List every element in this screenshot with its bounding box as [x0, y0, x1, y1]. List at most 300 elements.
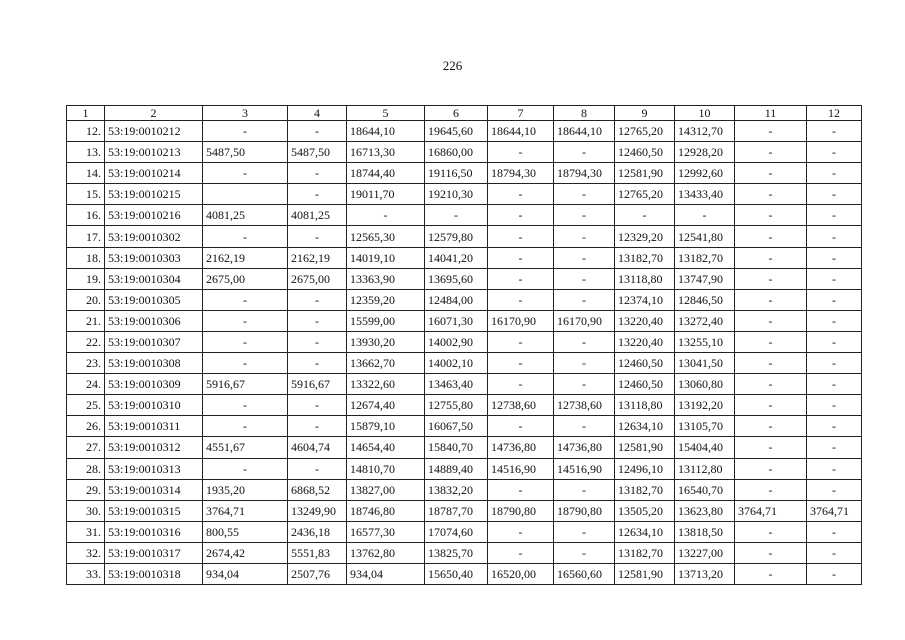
- table-cell: 13182,70: [615, 542, 675, 563]
- table-cell: 14019,10: [347, 247, 425, 268]
- table-row: [67, 563, 862, 584]
- table-cell: -: [807, 374, 862, 395]
- table-cell: 14810,70: [347, 458, 425, 479]
- table-cell: 14889,40: [425, 458, 488, 479]
- table-cell: -: [554, 479, 615, 500]
- table-cell: 53:19:0010314: [105, 479, 203, 500]
- table-cell: -: [807, 121, 862, 142]
- table-cell: 13182,70: [675, 247, 735, 268]
- table-cell: 16560,60: [554, 563, 615, 584]
- table-cell: -: [203, 289, 288, 310]
- table-cell: 15840,70: [425, 437, 488, 458]
- table-cell: 12634,10: [615, 521, 675, 542]
- table-cell: 53:19:0010309: [105, 374, 203, 395]
- table-cell: 18644,10: [554, 121, 615, 142]
- table-cell: 16071,30: [425, 310, 488, 331]
- table-cell: 53:19:0010312: [105, 437, 203, 458]
- table-cell: 4081,25: [288, 205, 347, 226]
- table-cell: -: [554, 226, 615, 247]
- table-cell: 18744,40: [347, 163, 425, 184]
- table-cell: 16860,00: [425, 142, 488, 163]
- table-cell: 3764,71: [807, 500, 862, 521]
- table-cell: -: [288, 310, 347, 331]
- table-cell: 53:19:0010308: [105, 353, 203, 374]
- table-cell: 934,04: [203, 563, 288, 584]
- table-cell: -: [735, 289, 807, 310]
- table-cell: 18790,80: [488, 500, 554, 521]
- column-header: 10: [675, 106, 735, 121]
- table-cell: 12846,50: [675, 289, 735, 310]
- table-cell: 2507,76: [288, 563, 347, 584]
- table-cell: 13695,60: [425, 268, 488, 289]
- table-cell: -: [203, 458, 288, 479]
- table-cell: 15.: [67, 184, 105, 205]
- table-cell: 13433,40: [675, 184, 735, 205]
- table-cell: 13182,70: [615, 247, 675, 268]
- table-cell: -: [347, 205, 425, 226]
- table-cell: -: [735, 121, 807, 142]
- table-cell: 13713,20: [675, 563, 735, 584]
- table-cell: -: [735, 184, 807, 205]
- table-cell: -: [735, 310, 807, 331]
- table-cell: 19645,60: [425, 121, 488, 142]
- table-cell: 12738,60: [554, 395, 615, 416]
- table-cell: -: [554, 374, 615, 395]
- column-header: 4: [288, 106, 347, 121]
- column-header: 5: [347, 106, 425, 121]
- table-cell: -: [735, 163, 807, 184]
- table-cell: 13623,80: [675, 500, 735, 521]
- table-cell: 53:19:0010306: [105, 310, 203, 331]
- table-cell: 2162,19: [288, 247, 347, 268]
- table-cell: 53:19:0010315: [105, 500, 203, 521]
- table-row: [67, 205, 862, 226]
- table-row: [67, 331, 862, 352]
- table-cell: -: [807, 163, 862, 184]
- table-cell: 53:19:0010310: [105, 395, 203, 416]
- table-cell: -: [554, 289, 615, 310]
- table-cell: -: [288, 331, 347, 352]
- table-cell: -: [488, 331, 554, 352]
- table-cell: 13118,80: [615, 395, 675, 416]
- table-cell: 3764,71: [735, 500, 807, 521]
- table-cell: 13832,20: [425, 479, 488, 500]
- table-cell: 12634,10: [615, 416, 675, 437]
- table-cell: 20.: [67, 289, 105, 310]
- table-cell: -: [554, 416, 615, 437]
- table-cell: 5487,50: [288, 142, 347, 163]
- table-cell: 29.: [67, 479, 105, 500]
- table-cell: 4604,74: [288, 437, 347, 458]
- table-cell: 14654,40: [347, 437, 425, 458]
- table-cell: 13662,70: [347, 353, 425, 374]
- table-cell: 13255,10: [675, 331, 735, 352]
- table-cell: 12460,50: [615, 353, 675, 374]
- table-cell: 18644,10: [347, 121, 425, 142]
- table-cell: 13060,80: [675, 374, 735, 395]
- table-cell: 2675,00: [288, 268, 347, 289]
- table-cell: 19.: [67, 268, 105, 289]
- table-row: [67, 310, 862, 331]
- table-cell: 12329,20: [615, 226, 675, 247]
- table-cell: -: [807, 205, 862, 226]
- table-cell: 19011,70: [347, 184, 425, 205]
- table-cell: 13363,90: [347, 268, 425, 289]
- table-cell: -: [735, 542, 807, 563]
- table-header-row: [67, 106, 862, 121]
- table-row: [67, 289, 862, 310]
- table-cell: 15404,40: [675, 437, 735, 458]
- table-cell: -: [203, 226, 288, 247]
- column-header: 8: [554, 106, 615, 121]
- table-cell: 53:19:0010318: [105, 563, 203, 584]
- table-cell: 16067,50: [425, 416, 488, 437]
- table-cell: 13220,40: [615, 331, 675, 352]
- table-cell: -: [488, 268, 554, 289]
- table-cell: -: [203, 121, 288, 142]
- table-cell: 53:19:0010302: [105, 226, 203, 247]
- table-cell: 12765,20: [615, 121, 675, 142]
- table-cell: -: [203, 395, 288, 416]
- table-cell: 18644,10: [488, 121, 554, 142]
- table-cell: 14736,80: [554, 437, 615, 458]
- table-cell: -: [203, 416, 288, 437]
- table-cell: -: [488, 353, 554, 374]
- table-cell: 2436,18: [288, 521, 347, 542]
- table-cell: 934,04: [347, 563, 425, 584]
- table-cell: 800,55: [203, 521, 288, 542]
- table-cell: 13220,40: [615, 310, 675, 331]
- table-cell: 22.: [67, 331, 105, 352]
- table-cell: 16520,00: [488, 563, 554, 584]
- table-cell: 13118,80: [615, 268, 675, 289]
- table-cell: 13747,90: [675, 268, 735, 289]
- table-cell: -: [807, 479, 862, 500]
- table-row: [67, 142, 862, 163]
- table-cell: 13249,90: [288, 500, 347, 521]
- table-cell: -: [488, 542, 554, 563]
- table-cell: 4081,25: [203, 205, 288, 226]
- table-cell: 16170,90: [554, 310, 615, 331]
- table-cell: 53:19:0010313: [105, 458, 203, 479]
- table-row: [67, 184, 862, 205]
- table-cell: 16.: [67, 205, 105, 226]
- table-cell: 12460,50: [615, 142, 675, 163]
- table-cell: 53:19:0010212: [105, 121, 203, 142]
- table-cell: 16540,70: [675, 479, 735, 500]
- table-cell: -: [735, 374, 807, 395]
- table-cell: 12992,60: [675, 163, 735, 184]
- table-cell: 5487,50: [203, 142, 288, 163]
- table-cell: -: [807, 395, 862, 416]
- table-cell: -: [425, 205, 488, 226]
- table-cell: -: [735, 142, 807, 163]
- table-cell: -: [735, 247, 807, 268]
- table-cell: -: [288, 289, 347, 310]
- table-cell: 53:19:0010317: [105, 542, 203, 563]
- column-header: 2: [105, 106, 203, 121]
- data-table: [66, 105, 862, 585]
- table-cell: 53:19:0010316: [105, 521, 203, 542]
- table-cell: -: [807, 142, 862, 163]
- table-row: [67, 542, 862, 563]
- table-cell: 12.: [67, 121, 105, 142]
- table-cell: 53:19:0010307: [105, 331, 203, 352]
- table-row: [67, 163, 862, 184]
- table-cell: 23.: [67, 353, 105, 374]
- table-row: [67, 521, 862, 542]
- table-cell: -: [735, 226, 807, 247]
- table-cell: 30.: [67, 500, 105, 521]
- table-cell: 4551,67: [203, 437, 288, 458]
- table-cell: 16170,90: [488, 310, 554, 331]
- table-cell: 12738,60: [488, 395, 554, 416]
- table-cell: 26.: [67, 416, 105, 437]
- table-cell: 12755,80: [425, 395, 488, 416]
- table-cell: -: [488, 142, 554, 163]
- table-cell: 14002,10: [425, 353, 488, 374]
- table-cell: 18794,30: [554, 163, 615, 184]
- table-cell: -: [807, 247, 862, 268]
- table-cell: 25.: [67, 395, 105, 416]
- column-header: 7: [488, 106, 554, 121]
- table-cell: 12765,20: [615, 184, 675, 205]
- table-cell: 53:19:0010213: [105, 142, 203, 163]
- table-cell: 12541,80: [675, 226, 735, 247]
- table-cell: 15650,40: [425, 563, 488, 584]
- table-cell: 5916,67: [203, 374, 288, 395]
- table-row: [67, 395, 862, 416]
- column-header: 1: [67, 106, 105, 121]
- page-number: 226: [442, 58, 463, 73]
- table-cell: 14041,20: [425, 247, 488, 268]
- table-cell: 12460,50: [615, 374, 675, 395]
- table-cell: -: [735, 521, 807, 542]
- table-cell: -: [488, 479, 554, 500]
- table-cell: 12565,30: [347, 226, 425, 247]
- table-cell: -: [554, 542, 615, 563]
- table-cell: 16577,30: [347, 521, 425, 542]
- table-cell: 13272,40: [675, 310, 735, 331]
- table-cell: 5551,83: [288, 542, 347, 563]
- table-cell: -: [807, 521, 862, 542]
- table-cell: -: [735, 563, 807, 584]
- table-cell: 12484,00: [425, 289, 488, 310]
- table-cell: 53:19:0010311: [105, 416, 203, 437]
- table-row: [67, 353, 862, 374]
- table-cell: -: [488, 184, 554, 205]
- table-cell: -: [735, 331, 807, 352]
- table-row: [67, 226, 862, 247]
- table-cell: -: [807, 416, 862, 437]
- table-cell: 1935,20: [203, 479, 288, 500]
- table-cell: 13827,00: [347, 479, 425, 500]
- table-cell: -: [288, 353, 347, 374]
- table-cell: -: [735, 437, 807, 458]
- table-cell: -: [807, 268, 862, 289]
- table-cell: 12581,90: [615, 163, 675, 184]
- table-cell: -: [488, 226, 554, 247]
- table-cell: 13505,20: [615, 500, 675, 521]
- table-cell: -: [735, 479, 807, 500]
- table-cell: 53:19:0010303: [105, 247, 203, 268]
- table-cell: -: [735, 268, 807, 289]
- table-cell: 6868,52: [288, 479, 347, 500]
- column-header: 9: [615, 106, 675, 121]
- table-cell: 14516,90: [554, 458, 615, 479]
- table-cell: -: [807, 226, 862, 247]
- table-cell: -: [488, 205, 554, 226]
- table-row: [67, 121, 862, 142]
- table-cell: -: [554, 353, 615, 374]
- table-cell: 15879,10: [347, 416, 425, 437]
- table-cell: 33.: [67, 563, 105, 584]
- table-cell: -: [288, 184, 347, 205]
- table-cell: -: [288, 121, 347, 142]
- table-cell: 12928,20: [675, 142, 735, 163]
- table-cell: -: [735, 416, 807, 437]
- table-cell: -: [735, 353, 807, 374]
- table-cell: 53:19:0010305: [105, 289, 203, 310]
- table-cell: 19116,50: [425, 163, 488, 184]
- table-cell: -: [554, 142, 615, 163]
- table-cell: 13227,00: [675, 542, 735, 563]
- table-cell: 12359,20: [347, 289, 425, 310]
- table-cell: 18790,80: [554, 500, 615, 521]
- table-cell: 18.: [67, 247, 105, 268]
- table-cell: -: [288, 416, 347, 437]
- table-row: [67, 458, 862, 479]
- table-cell: 13182,70: [615, 479, 675, 500]
- table-cell: -: [288, 163, 347, 184]
- table-cell: 2674,42: [203, 542, 288, 563]
- table-cell: 14736,80: [488, 437, 554, 458]
- table-cell: 14.: [67, 163, 105, 184]
- table-cell: -: [554, 205, 615, 226]
- table-cell: 24.: [67, 374, 105, 395]
- table-cell: -: [203, 163, 288, 184]
- table-cell: -: [807, 542, 862, 563]
- table-cell: 28.: [67, 458, 105, 479]
- table-cell: 14312,70: [675, 121, 735, 142]
- table-cell: -: [203, 353, 288, 374]
- column-header: 12: [807, 106, 862, 121]
- table-cell: -: [554, 247, 615, 268]
- table-cell: -: [488, 289, 554, 310]
- table-cell: 2675,00: [203, 268, 288, 289]
- table-cell: 2162,19: [203, 247, 288, 268]
- table-cell: 12674,40: [347, 395, 425, 416]
- table-cell: 15599,00: [347, 310, 425, 331]
- table-cell: 27.: [67, 437, 105, 458]
- table-row: [67, 437, 862, 458]
- table-cell: 13112,80: [675, 458, 735, 479]
- table-cell: 31.: [67, 521, 105, 542]
- table-cell: -: [807, 458, 862, 479]
- table-cell: 13322,60: [347, 374, 425, 395]
- table-cell: 53:19:0010215: [105, 184, 203, 205]
- table-cell: -: [488, 374, 554, 395]
- table-row: [67, 416, 862, 437]
- table-cell: 53:19:0010304: [105, 268, 203, 289]
- table-cell: 12374,10: [615, 289, 675, 310]
- table-row: [67, 247, 862, 268]
- table-cell: 13818,50: [675, 521, 735, 542]
- table-cell: [203, 184, 288, 205]
- table-cell: 18787,70: [425, 500, 488, 521]
- table-cell: -: [203, 331, 288, 352]
- table-cell: 14002,90: [425, 331, 488, 352]
- table-cell: -: [488, 521, 554, 542]
- table-cell: 53:19:0010214: [105, 163, 203, 184]
- table-cell: 16713,30: [347, 142, 425, 163]
- table-cell: -: [488, 247, 554, 268]
- table-cell: -: [203, 310, 288, 331]
- table-cell: -: [807, 184, 862, 205]
- table-cell: 13.: [67, 142, 105, 163]
- table-cell: 32.: [67, 542, 105, 563]
- table-cell: 14516,90: [488, 458, 554, 479]
- table-row: [67, 268, 862, 289]
- table-cell: -: [554, 268, 615, 289]
- table-cell: 5916,67: [288, 374, 347, 395]
- column-header: 6: [425, 106, 488, 121]
- table-cell: -: [807, 331, 862, 352]
- table-cell: -: [735, 458, 807, 479]
- table-cell: -: [288, 395, 347, 416]
- table-cell: -: [735, 395, 807, 416]
- column-header: 11: [735, 106, 807, 121]
- table-cell: 53:19:0010216: [105, 205, 203, 226]
- table-row: [67, 479, 862, 500]
- table-cell: 12496,10: [615, 458, 675, 479]
- table-cell: 13105,70: [675, 416, 735, 437]
- table-cell: 12581,90: [615, 563, 675, 584]
- table-cell: -: [488, 416, 554, 437]
- table-cell: -: [807, 289, 862, 310]
- table-row: [67, 374, 862, 395]
- column-header: 3: [203, 106, 288, 121]
- table-cell: 13930,20: [347, 331, 425, 352]
- table-cell: 13192,20: [675, 395, 735, 416]
- table-cell: -: [615, 205, 675, 226]
- table-cell: -: [735, 205, 807, 226]
- table-cell: 19210,30: [425, 184, 488, 205]
- table-cell: 17074,60: [425, 521, 488, 542]
- table-row: [67, 500, 862, 521]
- table-cell: 18794,30: [488, 163, 554, 184]
- table-cell: 3764,71: [203, 500, 288, 521]
- table-cell: -: [807, 437, 862, 458]
- table-cell: -: [807, 310, 862, 331]
- table-cell: 12579,80: [425, 226, 488, 247]
- table-cell: 13041,50: [675, 353, 735, 374]
- table-cell: -: [288, 226, 347, 247]
- table-cell: 17.: [67, 226, 105, 247]
- table-cell: -: [554, 331, 615, 352]
- table-cell: -: [807, 563, 862, 584]
- table-cell: -: [288, 458, 347, 479]
- table-cell: 13762,80: [347, 542, 425, 563]
- table-cell: -: [675, 205, 735, 226]
- table-cell: 21.: [67, 310, 105, 331]
- table-cell: -: [554, 521, 615, 542]
- table-cell: -: [554, 184, 615, 205]
- table-cell: 18746,80: [347, 500, 425, 521]
- table-cell: -: [807, 353, 862, 374]
- table-cell: 12581,90: [615, 437, 675, 458]
- table-cell: 13825,70: [425, 542, 488, 563]
